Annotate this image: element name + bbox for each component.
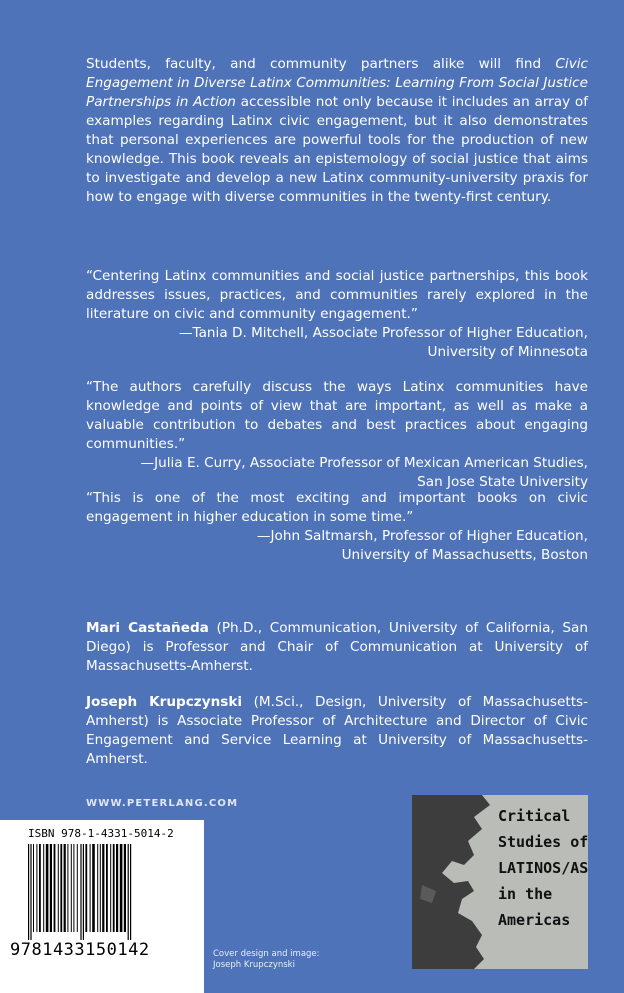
author-bio-text: (M.Sci., Design, University of Massachusetts-Amherst) is Associate Professor of Architecture and Director of Civic Engagement and Service Learning at University of Massachusetts-Amherst. [86,694,589,767]
endorsement-quote: “The authors carefully discuss the ways Latinx communities have knowledge and points of view that are important, as well as make a valuable contribution to debates and best practices about engaging communities.” [86,379,588,452]
series-title-line: Critical [498,807,571,825]
barcode-bar [73,844,74,932]
barcode [0,820,204,993]
endorsement-attribution: —Tania D. Mitchell, Associate Professor of Higher Education, [178,325,588,341]
endorsement-affiliation: University of Minnesota [427,344,588,360]
barcode-bar [116,844,118,932]
endorsement [86,378,588,492]
series-title-line: Studies of [498,833,588,851]
barcode-bar [67,844,68,932]
barcode-bar [85,844,87,932]
barcode-bar [124,844,126,932]
barcode-bar [130,844,131,940]
barcode-bar [100,844,101,932]
barcode-bar [36,844,37,932]
series-logo [412,795,588,969]
barcode-bar [120,844,123,932]
barcode-bar [110,844,111,932]
endorsement-attribution: —Julia E. Curry, Associate Professor of Mexican American Studies, [140,455,588,471]
author-bio [86,693,588,769]
barcode-bars [28,844,176,940]
series-title [498,803,588,933]
barcode-bar [58,844,59,932]
cover-credit-label: Cover design and image: [213,949,320,959]
barcode-bar [113,844,115,932]
barcode-bar [54,844,56,932]
barcode-bar [50,844,52,932]
barcode-bar [71,844,72,932]
barcode-bar [28,844,29,940]
series-title-line: in the [498,885,553,903]
description-lead: Students, faculty, and community partners alike will find [86,56,556,72]
endorsement-affiliation: San Jose State University [417,474,588,490]
barcode-bar [92,844,95,932]
endorsement-quote: “This is one of the most exciting and important books on civic engagement in higher education in some time.” [86,490,588,525]
book-title: Civic Engagement in Diverse Latinx Communities: Learning From Social Justice Partnerships in Action [86,56,588,110]
publisher-url[interactable]: WWW.PETERLANG.COM [86,798,239,809]
barcode-bar [102,844,104,932]
barcode-bar [33,844,34,932]
endorsement [86,489,588,565]
author-name: Joseph Krupczynski [86,694,243,710]
barcode-number: 9781433150142 [10,940,150,960]
author-name: Mari Castañeda [86,620,209,636]
barcode-bar [64,844,66,932]
barcode-bar [39,844,41,932]
barcode-bar [128,844,129,940]
series-title-line: LATINOS/AS [498,859,588,877]
barcode-bar [83,844,84,940]
barcode-bar [80,844,81,940]
barcode-bar [106,844,108,932]
isbn-label: ISBN 978-1-4331-5014-2 [28,827,174,840]
author-bio-text: (Ph.D., Communication, University of California, San Diego) is Professor and Chair of Communication at University of Massachusetts-Amherst. [86,620,588,674]
barcode-bar [30,844,31,940]
barcode-bar [90,844,91,932]
endorsement-quote: “Centering Latinx communities and social justice partnerships, this book addresses issues, practices, and communities rarely explored in the literature on civic and community engagement.” [86,268,588,322]
description-rest: accessible not only because it includes an array of examples regarding Latinx civic engagement, but it also demonstrates that personal experiences are powerful tools for the production of new knowledge. This book reveals an epistemology of social justice that aims to investigate and develop a new Latinx community-university praxis for how to engage with diverse communities in the twenty-first century. [86,94,589,205]
cover-credit [213,949,320,971]
barcode-bar [43,844,44,932]
cover-credit-name: Joseph Krupczynski [213,960,295,970]
barcode-bar [46,844,49,932]
barcode-bar [60,844,62,932]
book-description [86,55,588,207]
barcode-bar [77,844,78,932]
series-title-line: Americas [498,911,571,929]
barcode-bar [97,844,98,932]
author-bio [86,619,588,676]
endorsement-affiliation: University of Massachusetts, Boston [341,547,588,563]
endorsement-attribution: —John Saltmarsh, Professor of Higher Education, [256,528,588,544]
endorsement [86,267,588,362]
